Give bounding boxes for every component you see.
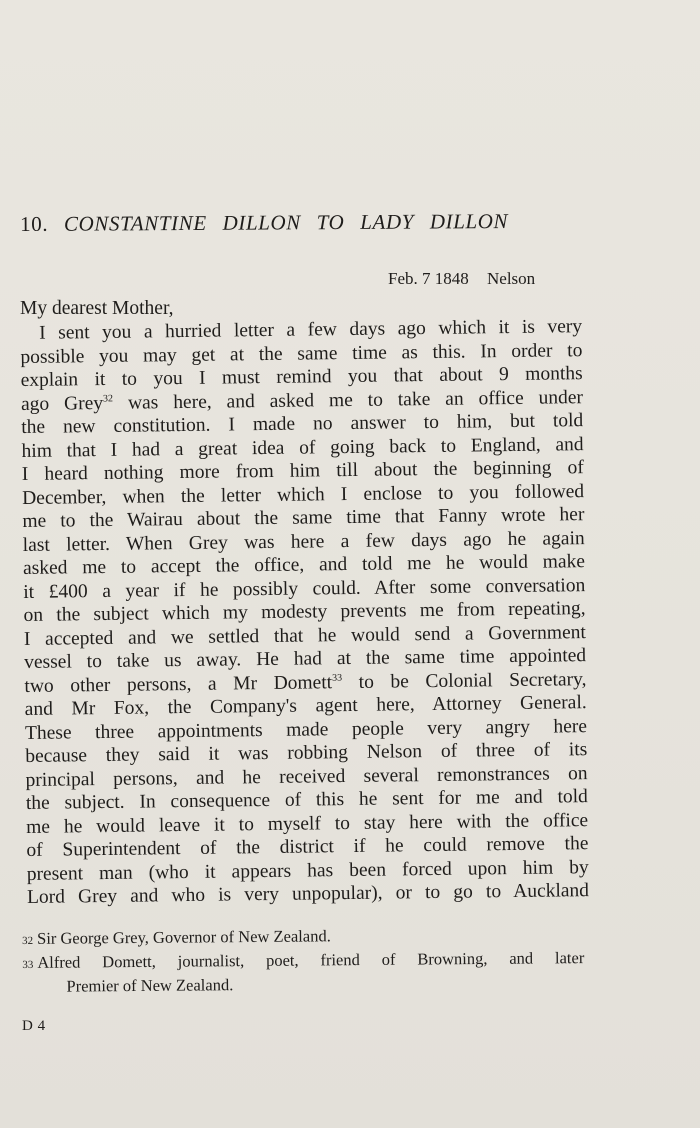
body-line: principal persons, and he received several remonstrances on — [25, 762, 588, 791]
letter-heading — [20, 209, 590, 237]
body-line-segment: two other persons, a Mr Domett — [24, 671, 333, 697]
body-line: the subject. In consequence of this he sent for me and told — [25, 786, 588, 814]
letter-date: Feb. 7 1848 — [388, 269, 469, 288]
body-line: the new constitution. I made no answer to him, but told — [21, 410, 584, 438]
body-line: it £400 a year if he possibly could. After some conversation — [23, 574, 586, 603]
body-line: on the subject which my modesty prevents me from repeating, — [23, 598, 586, 626]
body-line: of Superintendent of the district if he could remove the — [26, 833, 589, 861]
footnote-33 — [22, 947, 584, 976]
body-line-segment: to be Colonial Secretary, — [358, 668, 587, 693]
body-line-segment: ago Grey — [20, 392, 104, 415]
body-line: I heard nothing more from him till about the beginning of — [21, 457, 584, 485]
body-line: and Mr Fox, the Company's agent here, Attorney General. — [24, 692, 587, 720]
body-line: possible you may get at the same time as this. In order to — [20, 339, 583, 368]
body-line: vessel to take us away. He had at the same time appointed — [24, 645, 587, 673]
body-line: because they said it was robbing Nelson of three of its — [25, 739, 588, 767]
footnote-ref-32[interactable]: 32 — [102, 392, 114, 404]
body-line: I accepted and we settled that he would send a Government — [23, 621, 586, 650]
body-line: December, when the letter which I enclose to you followed — [22, 480, 585, 509]
letter-title: CONSTANTINE DILLON TO LADY DILLON — [63, 209, 509, 236]
footnote-33-continuation: Premier of New Zealand. — [66, 975, 234, 996]
body-line: me he would leave it to myself to stay here with the office — [26, 809, 589, 838]
body-line: I sent you a hurried letter a few days ago which it is very — [39, 316, 583, 344]
signature-mark: D 4 — [22, 1018, 46, 1034]
body-line: last letter. When Grey was here a few days ago he again — [22, 527, 585, 556]
letter-body — [20, 315, 589, 909]
footnote-number: 32 — [22, 934, 34, 947]
salutation: My dearest Mother, — [20, 298, 174, 319]
body-line: These three appointments made people very angry here — [24, 715, 588, 744]
footnote-number: 33 — [22, 958, 34, 971]
body-line-segment: was here, and asked me to take an office under — [127, 386, 584, 414]
body-line: me to the Wairau about the same time that Fanny wrote her — [22, 504, 585, 532]
dateline — [388, 269, 535, 289]
body-line: asked me to accept the office, and told me he would make — [22, 551, 586, 579]
body-line: explain it to you I must remind you that about 9 months — [20, 363, 583, 391]
body-line: him that I had a great idea of going back to England, and — [21, 433, 584, 462]
footnote-text: Alfred Domett, journalist, poet, friend of Browning, and later — [37, 948, 585, 972]
footnotes — [22, 923, 585, 998]
footnote-text: Sir George Grey, Governor of New Zealand. — [37, 926, 331, 948]
footnote-ref-33[interactable]: 33 — [331, 672, 343, 684]
letter-number: 10. — [20, 211, 49, 236]
letter-place: Nelson — [487, 269, 536, 288]
body-line: present man (who it appears has been forced upon him by — [26, 856, 589, 885]
body-line: Lord Grey and who is very unpopular), or to go to Auckland — [26, 880, 590, 908]
